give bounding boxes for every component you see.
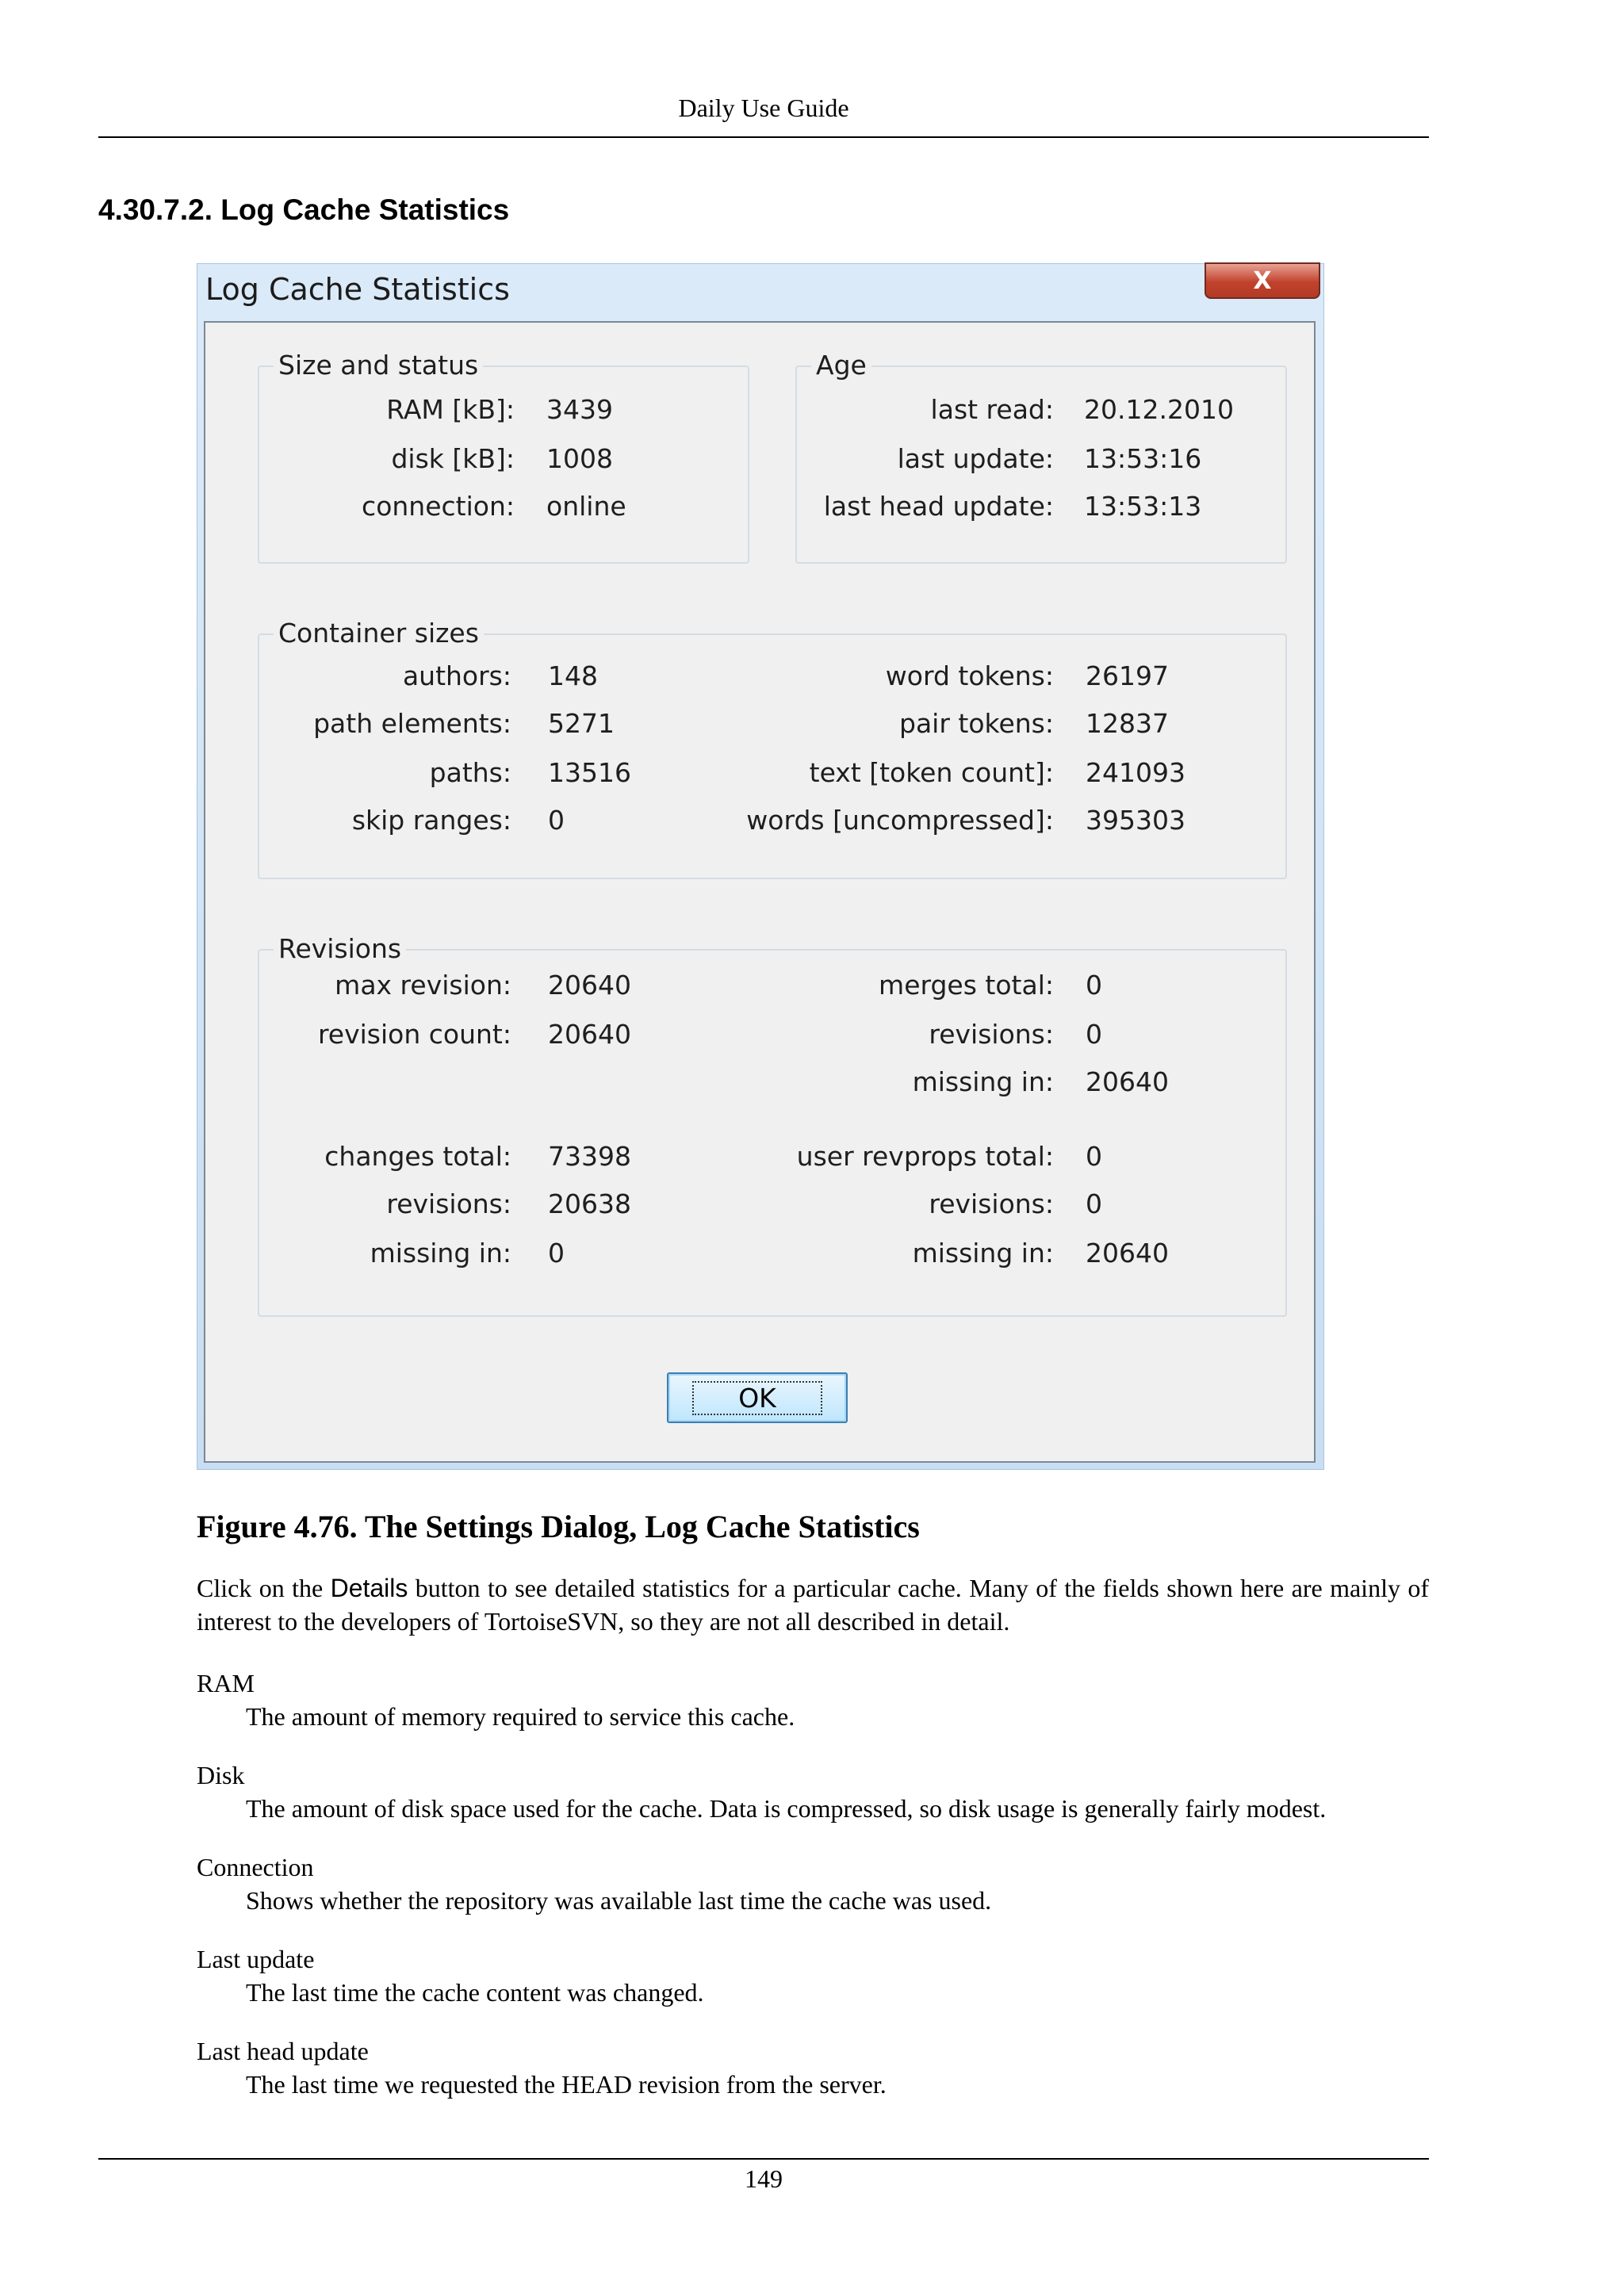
stat-label: words [uncompressed]:: [746, 805, 1054, 836]
stat-value: online: [546, 491, 626, 522]
close-icon: X: [1253, 266, 1272, 295]
stat-value: 20640: [548, 970, 631, 1001]
stat-label: RAM [kB]:: [386, 394, 515, 425]
stat-row: [797, 392, 1285, 427]
stat-label: skip ranges:: [351, 805, 511, 836]
intro-paragraph: [197, 1571, 1429, 1638]
stat-value: 20640: [548, 1019, 631, 1050]
page-number: 149: [745, 2164, 783, 2193]
details-gui-label: Details: [330, 1574, 408, 1602]
stat-row: [797, 489, 1285, 524]
figure-caption: Figure 4.76. The Settings Dialog, Log Cache Statistics: [197, 1509, 920, 1544]
stat-value: 20638: [548, 1188, 631, 1219]
stat-label: revisions:: [929, 1019, 1054, 1050]
stat-value: 13:53:16: [1084, 443, 1202, 474]
stat-label: word tokens:: [885, 660, 1054, 691]
stat-label: last update:: [897, 443, 1054, 474]
stat-row: [259, 968, 1285, 1003]
stat-label: revision count:: [317, 1019, 511, 1050]
stat-value: 0: [548, 1238, 565, 1269]
stat-row: [259, 1139, 1285, 1174]
stat-label: authors:: [402, 660, 511, 691]
stat-value: 3439: [546, 394, 613, 425]
term-ram: RAM: [197, 1669, 255, 1697]
stat-row: [797, 442, 1285, 476]
stat-row: [259, 489, 748, 524]
stat-value: 0: [1086, 1188, 1102, 1219]
term-disk: Disk: [197, 1761, 245, 1789]
stat-value: 12837: [1086, 708, 1169, 739]
term-last-head-update: Last head update: [197, 2037, 369, 2065]
ok-button-label: OK: [694, 1383, 821, 1414]
definition-disk: The amount of disk space used for the cache. Data is compressed, so disk usage is generally fairly modest.: [246, 1794, 1327, 1823]
stat-row: [259, 1187, 1285, 1222]
container-sizes-group: [258, 618, 1287, 879]
stat-row: [259, 756, 1285, 790]
stat-row: [259, 442, 748, 476]
term-last-update: Last update: [197, 1945, 315, 1973]
stat-label: merges total:: [879, 970, 1054, 1001]
stat-value: 13516: [548, 757, 631, 788]
stat-value: 241093: [1086, 757, 1185, 788]
revisions-legend: Revisions: [274, 932, 406, 966]
stat-label: changes total:: [324, 1141, 511, 1172]
footer-rule: [98, 2158, 1429, 2160]
definition-last-head-update: The last time we requested the HEAD revision from the server.: [246, 2070, 887, 2099]
close-button[interactable]: [1205, 262, 1320, 299]
stat-value: 20640: [1086, 1066, 1169, 1097]
stat-value: 0: [548, 805, 565, 836]
stat-label: max revision:: [335, 970, 511, 1001]
stat-label: paths:: [429, 757, 511, 788]
running-head: Daily Use Guide: [678, 94, 849, 122]
stat-label: pair tokens:: [899, 708, 1054, 739]
stat-label: revisions:: [386, 1188, 511, 1219]
stat-label: missing in:: [912, 1066, 1054, 1097]
stat-value: 5271: [548, 708, 615, 739]
age-legend: Age: [811, 348, 871, 383]
log-cache-statistics-dialog: [197, 263, 1324, 1470]
definition-connection: Shows whether the repository was available last time the cache was used.: [246, 1886, 992, 1915]
stat-row: [259, 1065, 1285, 1100]
stat-label: last head update:: [823, 491, 1054, 522]
term-connection: Connection: [197, 1853, 314, 1881]
revisions-group: [258, 933, 1287, 1317]
stat-value: 20.12.2010: [1084, 394, 1234, 425]
size-status-group: [258, 350, 749, 564]
stat-row: [259, 659, 1285, 694]
stat-label: missing in:: [912, 1238, 1054, 1269]
stat-label: last read:: [930, 394, 1054, 425]
size-status-legend: Size and status: [274, 348, 483, 383]
dialog-body: [204, 321, 1316, 1463]
stat-value: 13:53:13: [1084, 491, 1202, 522]
stat-value: 0: [1086, 970, 1102, 1001]
stat-label: connection:: [362, 491, 515, 522]
container-sizes-legend: Container sizes: [274, 616, 484, 651]
stat-value: 73398: [548, 1141, 631, 1172]
stat-label: path elements:: [313, 708, 511, 739]
stat-label: user revprops total:: [796, 1141, 1054, 1172]
stat-value: 26197: [1086, 660, 1169, 691]
stat-row: [259, 392, 748, 427]
stat-row: [259, 1017, 1285, 1052]
stat-label: text [token count]:: [809, 757, 1054, 788]
stat-value: 1008: [546, 443, 613, 474]
definition-last-update: The last time the cache content was changed.: [246, 1978, 704, 2007]
stat-label: revisions:: [929, 1188, 1054, 1219]
stat-value: 395303: [1086, 805, 1185, 836]
dialog-title: Log Cache Statistics: [205, 272, 510, 307]
definition-ram: The amount of memory required to service this cache.: [246, 1702, 795, 1731]
stat-row: [259, 803, 1285, 838]
intro-text-before: Click on the: [197, 1574, 331, 1602]
stat-value: 148: [548, 660, 598, 691]
section-title: 4.30.7.2. Log Cache Statistics: [98, 193, 510, 226]
stat-label: disk [kB]:: [391, 443, 515, 474]
stat-value: 20640: [1086, 1238, 1169, 1269]
stat-row: [259, 706, 1285, 741]
age-group: [795, 350, 1287, 564]
stat-value: 0: [1086, 1019, 1102, 1050]
ok-button[interactable]: [667, 1372, 848, 1423]
stat-label: missing in:: [370, 1238, 511, 1269]
header-rule: [98, 136, 1429, 138]
stat-value: 0: [1086, 1141, 1102, 1172]
stat-row: [259, 1236, 1285, 1271]
intro-text-after: button to see detailed statistics for a particular cache. Many of the fields shown here are mainly of interest to the developers of TortoiseSVN, so they are not all described in detail.: [197, 1574, 1429, 1636]
